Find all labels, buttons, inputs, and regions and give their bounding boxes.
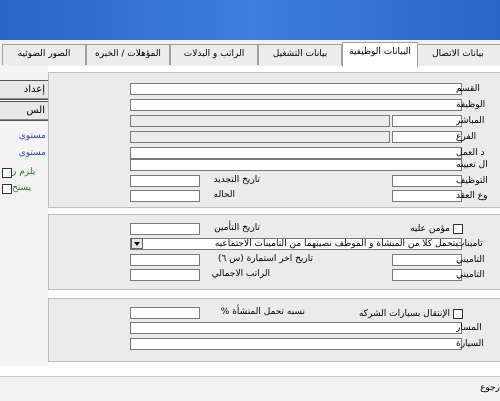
level-label-2: مستوى: [18, 148, 46, 158]
car-label: السيارة: [456, 339, 484, 349]
required-label: يلزم ر: [12, 167, 36, 177]
direct-manager-code-field[interactable]: [392, 115, 462, 127]
status-label: الحاله: [213, 190, 235, 200]
renewal-date-field[interactable]: [130, 175, 200, 187]
appointment-field[interactable]: [130, 159, 462, 171]
insurance-number-field[interactable]: [392, 254, 462, 266]
entitled-checkbox[interactable]: [2, 184, 12, 194]
route-field[interactable]: [130, 322, 462, 334]
last-form-date-label: تاريخ اخر استمارة (س ٦): [217, 254, 313, 264]
total-salary-label: الراتب الاجمالي: [211, 269, 270, 279]
insured-label: مؤمن عليه: [410, 224, 450, 234]
company-share-label: نسبه تحمل المنشأة %: [220, 307, 305, 317]
branch-code-field[interactable]: [392, 131, 462, 143]
company-share-field[interactable]: [130, 307, 200, 319]
job-field[interactable]: [130, 99, 462, 111]
setup-button[interactable]: إعداد: [0, 80, 50, 100]
branch-label: الفرع: [456, 132, 477, 142]
insurance-number-label: التأميني: [456, 255, 485, 265]
direct-manager-label: المباشر: [456, 116, 485, 126]
tab-qualifications-experience[interactable]: المؤهلات / الخبره: [86, 44, 170, 65]
bottom-bar: [0, 376, 500, 401]
hire-date-label: التوظيف: [456, 176, 488, 186]
direct-manager-name-field: [130, 115, 390, 127]
tab-operation-data[interactable]: بيانات التشغيل: [258, 44, 342, 65]
insurance-share-value: يتحمل كلاً من المنشأة و الموظف نصيبهما من التأمينات الاجتماعيه: [214, 239, 458, 249]
renewal-date-label: تاريخ التجديد: [213, 175, 260, 185]
route-label: المسار: [456, 323, 482, 333]
entitled-label: يستح: [12, 183, 32, 193]
work-location-label: د العمل: [456, 148, 485, 158]
insurance-date-label: تاريخ التأمين: [214, 223, 260, 233]
car-field[interactable]: [130, 338, 462, 350]
tab-job-data[interactable]: البيانات الوظيفية: [342, 42, 418, 67]
total-salary-field[interactable]: [130, 269, 200, 281]
appointment-label: ال تعيينه: [456, 160, 488, 170]
company-cars-label: الإنتقال بسيارات الشركه: [358, 309, 450, 319]
tab-photos[interactable]: الصور الضوئيه: [2, 44, 86, 65]
hire-date-field[interactable]: [392, 175, 462, 187]
company-cars-checkbox[interactable]: [453, 309, 463, 319]
side-button[interactable]: الس: [0, 101, 50, 121]
insurance-date-field[interactable]: [130, 223, 200, 235]
title-bar: [0, 0, 500, 40]
contract-type-field[interactable]: [392, 190, 462, 202]
insured-salary-field[interactable]: [392, 269, 462, 281]
branch-name-field: [130, 131, 390, 143]
status-field[interactable]: [130, 190, 200, 202]
required-checkbox[interactable]: [2, 168, 12, 178]
tab-salary-allowances[interactable]: الراتب و البدلات: [170, 44, 258, 65]
last-form-date-field[interactable]: [130, 254, 200, 266]
insurances-label: تأمينات: [456, 239, 483, 249]
contract-type-label: وع العقد: [456, 191, 488, 201]
back-button[interactable]: رجوع: [480, 383, 500, 393]
job-label: الوظيفة: [456, 100, 486, 110]
insured-salary-label: التأميني: [456, 270, 485, 280]
department-label: القسم: [456, 84, 480, 94]
level-label-1: مستوى: [18, 131, 46, 141]
work-location-field[interactable]: [130, 147, 462, 159]
insured-checkbox[interactable]: [453, 224, 463, 234]
department-field[interactable]: [130, 83, 462, 95]
chevron-down-icon[interactable]: [131, 238, 143, 249]
tab-contact-data[interactable]: بيانات الاتصال: [414, 44, 500, 65]
